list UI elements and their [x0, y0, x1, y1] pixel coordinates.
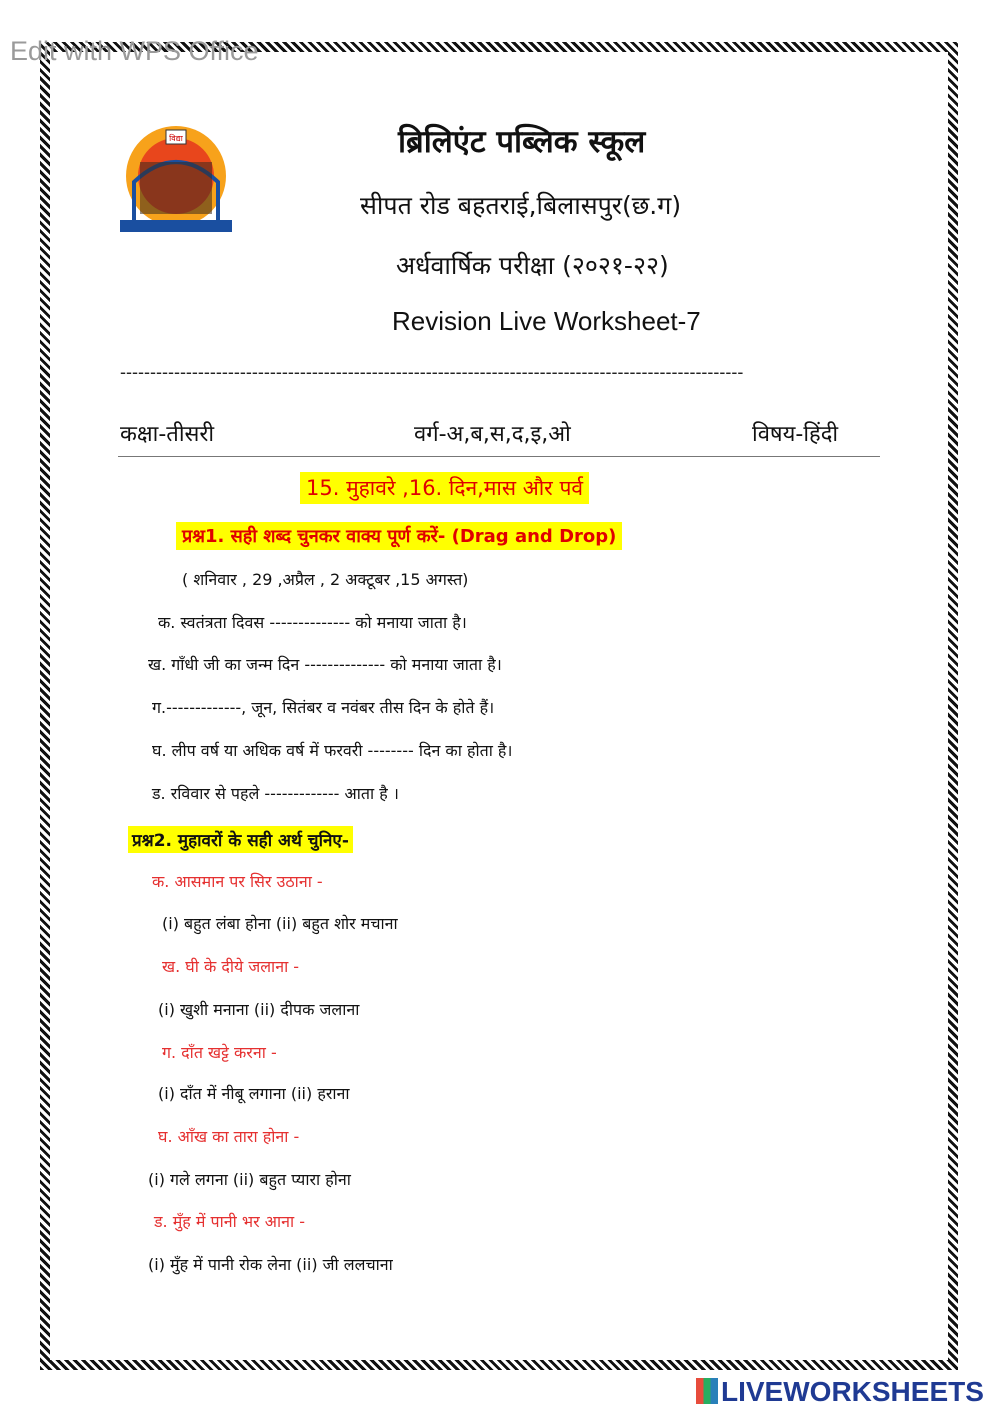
idiom-kha-options: (i) खुशी मनाना (ii) दीपक जलाना: [158, 1000, 360, 1019]
section-label: वर्ग-अ,ब,स,द,इ,ओ: [414, 422, 571, 447]
exam-title: अर्धवार्षिक परीक्षा (२०२१-२२): [396, 251, 669, 280]
idiom-kha: ख. घी के दीये जलाना -: [162, 957, 300, 976]
school-name: ब्रिलिएंट पब्लिक स्कूल: [398, 124, 646, 160]
liveworksheets-icon: [696, 1378, 718, 1404]
word-bank: ( शनिवार , 29 ,अप्रैल , 2 अक्टूबर ,15 अगस्त): [182, 570, 469, 589]
header-rule: [118, 456, 880, 457]
idiom-ka: क. आसमान पर सिर उठाना -: [152, 872, 323, 891]
chapter-heading: 15. मुहावरे ,16. दिन,मास और पर्व: [300, 472, 589, 504]
idiom-da-options: (i) मुँह में पानी रोक लेना (ii) जी ललचाना: [148, 1255, 393, 1274]
liveworksheets-brand: LIVEWORKSHEETS: [721, 1376, 984, 1407]
subject-label: विषय-हिंदी: [752, 422, 839, 447]
q1-item-ka: क. स्वतंत्रता दिवस -------------- को मनाया जाता है।: [158, 613, 467, 632]
liveworksheets-logo[interactable]: [696, 1376, 984, 1408]
school-logo: [120, 122, 232, 234]
idiom-gha-options: (i) गले लगना (ii) बहुत प्यारा होना: [148, 1170, 351, 1189]
question-2-title: प्रश्न2. मुहावरों के सही अर्थ चुनिए-: [128, 826, 353, 853]
worksheet-title: Revision Live Worksheet-7: [392, 306, 701, 336]
wps-watermark: Edit with WPS Office: [10, 36, 259, 66]
question-1-title: प्रश्न1. सही शब्द चुनकर वाक्य पूर्ण करें- (Drag and Drop): [176, 522, 622, 550]
class-label: कक्षा-तीसरी: [120, 422, 215, 447]
idiom-ka-options: (i) बहुत लंबा होना (ii) बहुत शोर मचाना: [162, 914, 398, 933]
idiom-ga-options: (i) दाँत में नीबू लगाना (ii) हराना: [158, 1084, 350, 1103]
idiom-gha: घ. आँख का तारा होना -: [158, 1127, 300, 1146]
q1-item-da: ड. रविवार से पहले ------------- आता है ।: [152, 784, 399, 803]
q1-item-kha: ख. गाँधी जी का जन्म दिन -------------- को मनाया जाता है।: [148, 655, 502, 674]
dashed-divider: --------------------------------------------------------------------------------------------------------: [120, 362, 744, 382]
q1-item-gha: घ. लीप वर्ष या अधिक वर्ष में फरवरी -------- दिन का होता है।: [152, 741, 513, 760]
idiom-ga: ग. दाँत खट्टे करना -: [162, 1043, 277, 1062]
svg-text:विद्या: विद्या: [169, 134, 183, 143]
school-address: सीपत रोड बहतराई,बिलासपुर(छ.ग): [360, 191, 682, 220]
idiom-da: ड. मुँह में पानी भर आना -: [154, 1212, 305, 1231]
q1-item-ga: ग.-------------, जून, सितंबर व नवंबर तीस दिन के होते हैं।: [152, 698, 495, 717]
